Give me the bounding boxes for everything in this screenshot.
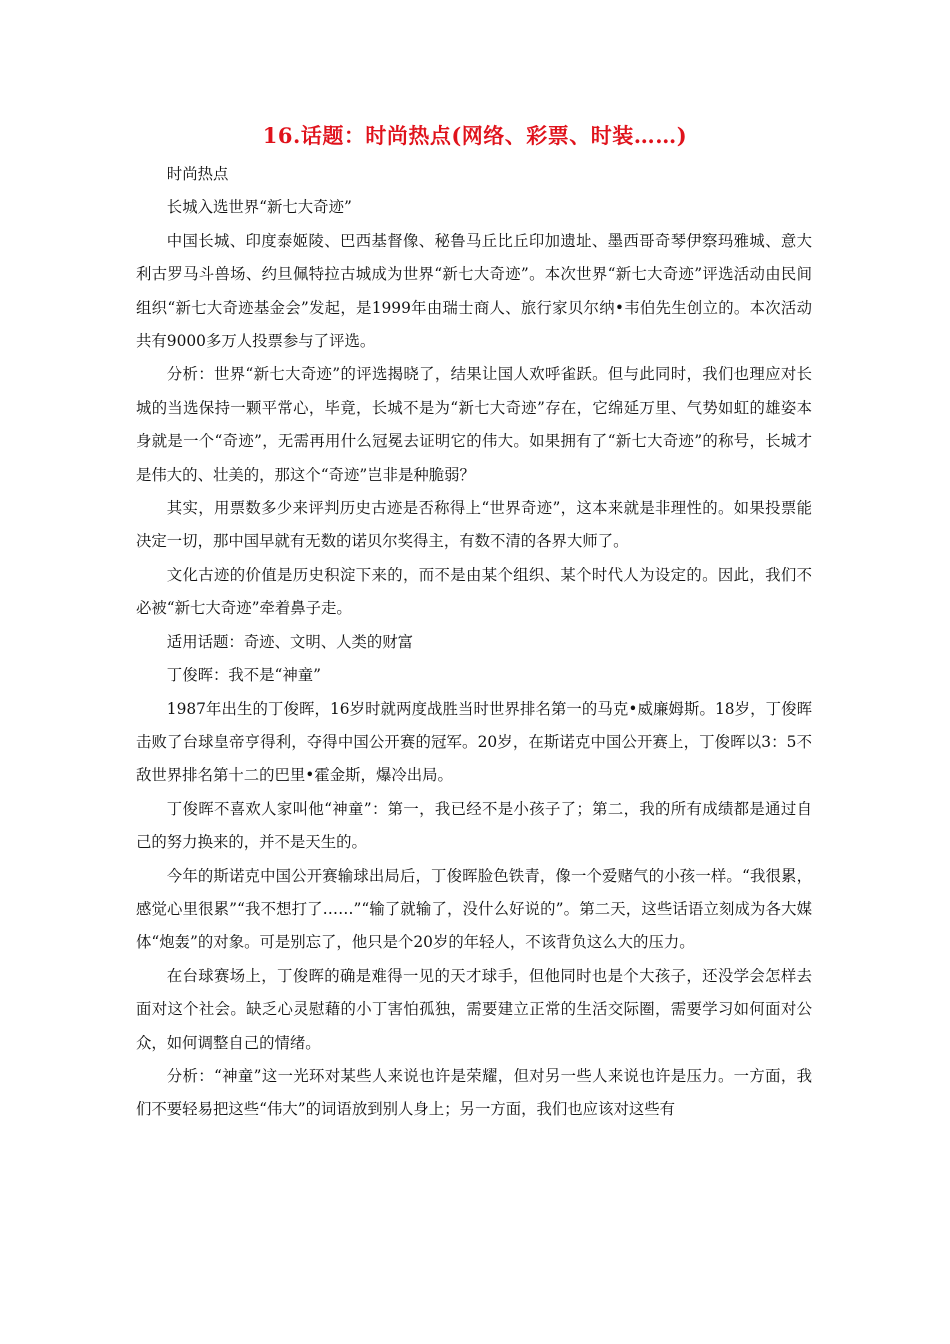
paragraph: 今年的斯诺克中国公开赛输球出局后，丁俊晖脸色铁青，像一个爱赌气的小孩一样。“我很累，感觉心里很累”“我不想打了……”“输了就输了，没什么好说的”。第二天，这些话语立刻成为各大媒体“炮轰”的对象。可是别忘了，他只是个20岁的年轻人，不该背负这么大的压力。 xyxy=(136,866,812,952)
paragraph: 时尚热点 xyxy=(166,165,229,183)
document-body xyxy=(136,158,812,1127)
paragraph: 丁俊晖：我不是“神童” xyxy=(166,666,322,685)
paragraph: 1987年出生的丁俊晖，16岁时就两度战胜当时世界排名第一的马克•威廉姆斯。18岁，丁俊晖击败了台球皇帝亨得利，夺得中国公开赛的冠军。20岁，在斯诺克中国公开赛上，丁俊晖以3：5不敌世界排名第十二的巴里•霍金斯，爆冷出局。 xyxy=(136,699,812,785)
paragraph: 分析：“神童”这一光环对某些人来说也许是荣耀，但对另一些人来说也许是压力。一方面，我们不要轻易把这些“伟大”的词语放到别人身上；另一方面，我们也应该对这些有 xyxy=(136,1066,812,1119)
paragraph: 在台球赛场上，丁俊晖的确是难得一见的天才球手，但他同时也是个大孩子，还没学会怎样去面对这个社会。缺乏心灵慰藉的小丁害怕孤独，需要建立正常的生活交际圈，需要学习如何面对公众，如何调整自己的情绪。 xyxy=(136,966,812,1052)
paragraph: 长城入选世界“新七大奇迹” xyxy=(166,198,352,217)
paragraph: 适用话题：奇迹、文明、人类的财富 xyxy=(166,632,414,651)
paragraph: 文化古迹的价值是历史积淀下来的，而不是由某个组织、某个时代人为设定的。因此，我们不必被“新七大奇迹”牵着鼻子走。 xyxy=(136,565,812,618)
document-title: 16.话题：时尚热点(网络、彩票、时装……) xyxy=(262,123,688,148)
paragraph: 丁俊晖不喜欢人家叫他“神童”：第一，我已经不是小孩子了；第二，我的所有成绩都是通过自己的努力换来的，并不是天生的。 xyxy=(136,799,812,852)
paragraph: 其实，用票数多少来评判历史古迹是否称得上“世界奇迹”，这本来就是非理性的。如果投票能决定一切，那中国早就有无数的诺贝尔奖得主，有数不清的各界大师了。 xyxy=(136,499,812,551)
paragraph: 分析：世界“新七大奇迹”的评选揭晓了，结果让国人欢呼雀跃。但与此同时，我们也理应对长城的当选保持一颗平常心，毕竟，长城不是为“新七大奇迹”存在，它绵延万里、气势如虹的雄姿本身就是一个“奇迹”，无需再用什么冠冕去证明它的伟大。如果拥有了“新七大奇迹”的称号，长城才是伟大的、壮美的，那这个“奇迹”岂非是种脆弱？ xyxy=(136,365,812,484)
paragraph: 中国长城、印度泰姬陵、巴西基督像、秘鲁马丘比丘印加遗址、墨西哥奇琴伊察玛雅城、意大利古罗马斗兽场、约旦佩特拉古城成为世界“新七大奇迹”。本次世界“新七大奇迹”评选活动由民间组织“新七大奇迹基金会”发起，是1999年由瑞士商人、旅行家贝尔纳•韦伯先生创立的。本次活动共有9000多万人投票参与了评选。 xyxy=(136,231,812,351)
